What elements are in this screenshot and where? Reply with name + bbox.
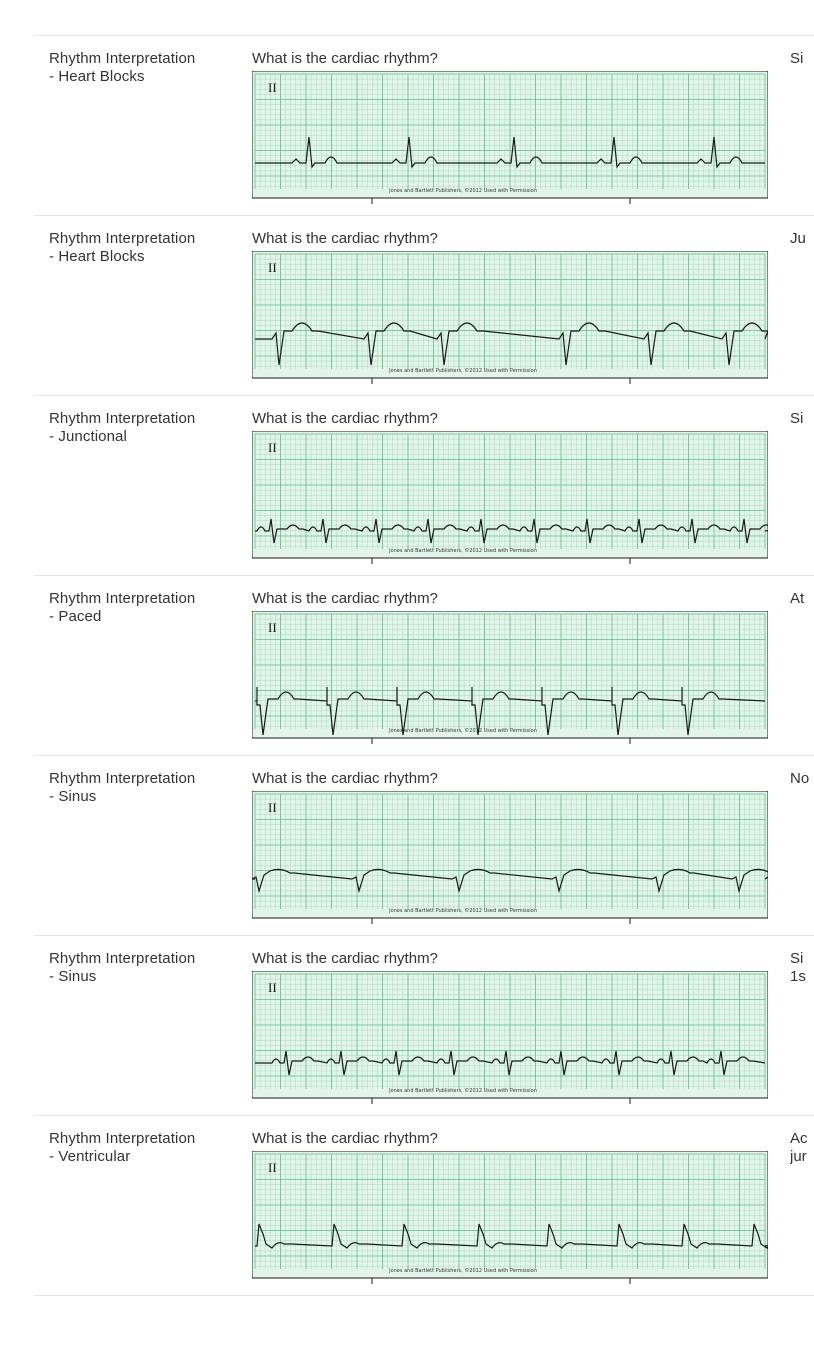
- card-answer: [790, 950, 814, 986]
- flashcard-row[interactable]: [34, 756, 814, 936]
- ecg-strip-image: [252, 71, 768, 205]
- ecg-lead-label: II: [268, 620, 277, 635]
- ecg-credit: Jones and Bartlett Publishers, ©2012 Used with Permission: [389, 1268, 537, 1274]
- topic-title: Rhythm Interpretation: [49, 590, 196, 607]
- ecg-credit: Jones and Bartlett Publishers, ©2012 Used with Permission: [389, 188, 537, 194]
- ecg-grid-major: [255, 434, 765, 549]
- card-answer: [790, 770, 814, 788]
- card-answer: [790, 590, 814, 608]
- topic-title: Rhythm Interpretation: [49, 1130, 196, 1147]
- ecg-lead-label: II: [268, 980, 277, 995]
- flashcard-row[interactable]: [34, 936, 814, 1116]
- flashcard-row[interactable]: [34, 1116, 814, 1296]
- ecg-credit: Jones and Bartlett Publishers, ©2012 Used with Permission: [389, 908, 537, 914]
- card-question: What is the cardiac rhythm?: [252, 1130, 438, 1147]
- topic-title: Rhythm Interpretation: [49, 50, 196, 67]
- answer-text: Ac: [790, 1130, 808, 1147]
- ecg-grid-major: [255, 74, 765, 189]
- card-question: What is the cardiac rhythm?: [252, 590, 438, 607]
- flashcard-row[interactable]: [34, 36, 814, 216]
- ecg-lead-label: II: [268, 80, 277, 95]
- topic-subtitle: - Junctional: [49, 428, 127, 445]
- answer-text: At: [790, 590, 805, 607]
- answer-text: Si: [790, 410, 804, 427]
- card-topic: [49, 590, 234, 626]
- ecg-strip-image: [252, 1151, 768, 1285]
- ecg-lead-label: II: [268, 440, 277, 455]
- ecg-strip-image: [252, 251, 768, 385]
- topic-title: Rhythm Interpretation: [49, 230, 196, 247]
- ecg-credit: Jones and Bartlett Publishers, ©2012 Used with Permission: [389, 728, 537, 734]
- card-topic: [49, 50, 234, 86]
- card-question: What is the cardiac rhythm?: [252, 410, 438, 427]
- card-answer: [790, 230, 814, 248]
- card-topic: [49, 950, 234, 986]
- topic-subtitle: - Heart Blocks: [49, 68, 145, 85]
- topic-title: Rhythm Interpretation: [49, 950, 196, 967]
- ecg-strip-image: [252, 431, 768, 565]
- topic-subtitle: - Paced: [49, 608, 102, 625]
- flashcard-row[interactable]: [34, 576, 814, 756]
- card-topic: [49, 410, 234, 446]
- ecg-strip-image: [252, 791, 768, 925]
- topic-subtitle: - Heart Blocks: [49, 248, 145, 265]
- answer-text: Ju: [790, 230, 806, 247]
- card-topic: [49, 1130, 234, 1166]
- ecg-lead-label: II: [268, 260, 277, 275]
- ecg-credit: Jones and Bartlett Publishers, ©2012 Used with Permission: [389, 1088, 537, 1094]
- topic-title: Rhythm Interpretation: [49, 410, 196, 427]
- ecg-grid-major: [255, 254, 765, 369]
- answer-text: 1s: [790, 968, 806, 985]
- card-answer: [790, 1130, 814, 1166]
- card-question: What is the cardiac rhythm?: [252, 230, 438, 247]
- answer-text: Si: [790, 50, 804, 67]
- card-topic: [49, 770, 234, 806]
- answer-text: No: [790, 770, 810, 787]
- topic-subtitle: - Ventricular: [49, 1148, 131, 1165]
- ecg-strip-image: [252, 971, 768, 1105]
- card-answer: [790, 410, 814, 428]
- card-answer: [790, 50, 814, 68]
- flashcard-row[interactable]: [34, 216, 814, 396]
- answer-text: Si: [790, 950, 804, 967]
- flashcard-row[interactable]: [34, 396, 814, 576]
- ecg-credit: Jones and Bartlett Publishers, ©2012 Used with Permission: [389, 548, 537, 554]
- topic-title: Rhythm Interpretation: [49, 770, 196, 787]
- ecg-grid-major: [255, 614, 765, 729]
- topic-subtitle: - Sinus: [49, 788, 97, 805]
- card-question: What is the cardiac rhythm?: [252, 50, 438, 67]
- ecg-grid-major: [255, 1154, 765, 1269]
- ecg-grid-major: [255, 794, 765, 909]
- ecg-lead-label: II: [268, 800, 277, 815]
- ecg-credit: Jones and Bartlett Publishers, ©2012 Used with Permission: [389, 368, 537, 374]
- answer-text: jur: [790, 1148, 807, 1165]
- topic-subtitle: - Sinus: [49, 968, 97, 985]
- flashcard-list: [34, 35, 814, 1296]
- card-question: What is the cardiac rhythm?: [252, 950, 438, 967]
- ecg-lead-label: II: [268, 1160, 277, 1175]
- card-question: What is the cardiac rhythm?: [252, 770, 438, 787]
- ecg-strip-image: [252, 611, 768, 745]
- card-topic: [49, 230, 234, 266]
